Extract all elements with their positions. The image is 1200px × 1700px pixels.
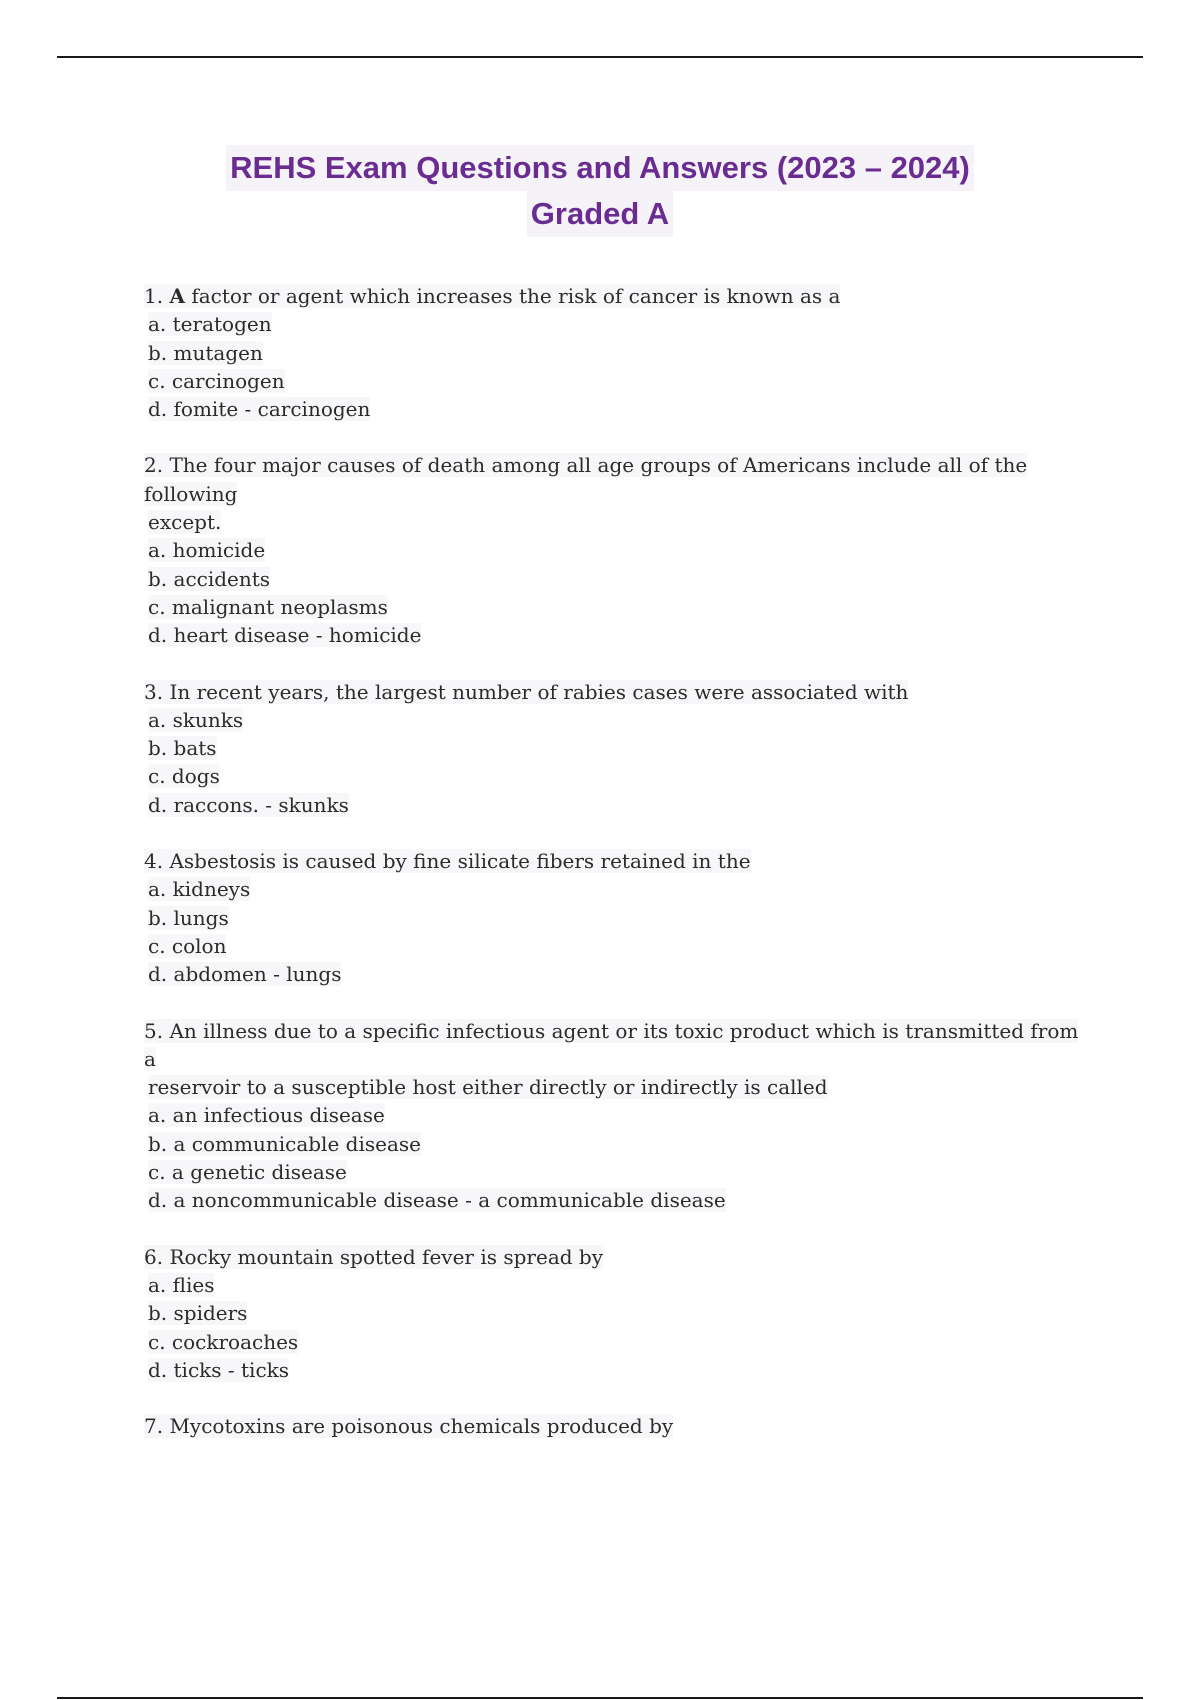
question-line	[144, 904, 1084, 932]
question-2	[144, 451, 1084, 649]
question-line	[144, 1328, 1084, 1356]
question-text	[144, 1017, 1084, 1045]
line-text: b. mutagen	[148, 340, 263, 365]
line-text: c. carcinogen	[148, 368, 285, 393]
line-text: 6. Rocky mountain spotted fever is spread by	[144, 1244, 604, 1269]
question-line	[144, 1073, 1084, 1101]
question-3	[144, 678, 1084, 819]
question-text	[144, 1243, 1084, 1271]
question-line	[144, 1356, 1084, 1384]
question-text	[144, 1412, 1084, 1440]
question-7	[144, 1412, 1084, 1440]
line-text: c. dogs	[148, 764, 220, 789]
question-line	[144, 621, 1084, 649]
question-line	[144, 791, 1084, 819]
line-text: except.	[148, 510, 222, 535]
line-text: c. a genetic disease	[148, 1160, 347, 1185]
question-line	[144, 310, 1084, 338]
line-text: 3. In recent years, the largest number of rabies cases were associated with	[144, 679, 909, 704]
line-text: b. a communicable disease	[148, 1131, 421, 1156]
question-line	[144, 706, 1084, 734]
line-text: b. bats	[148, 736, 217, 761]
line-text: a. skunks	[148, 707, 244, 732]
bold-word: A	[169, 284, 185, 308]
line-text: reservoir to a susceptible host either directly or indirectly is called	[148, 1075, 828, 1100]
question-line	[144, 1186, 1084, 1214]
question-line	[144, 1101, 1084, 1129]
question-text	[144, 451, 1084, 479]
question-line	[144, 395, 1084, 423]
line-text: b. accidents	[148, 566, 271, 591]
question-line	[144, 1299, 1084, 1327]
question-line	[144, 367, 1084, 395]
question-line	[144, 593, 1084, 621]
line-text: c. malignant neoplasms	[148, 594, 388, 619]
question-line	[144, 1045, 1084, 1073]
question-list	[144, 282, 1084, 1468]
question-line	[144, 1271, 1084, 1299]
question-number: 1.	[144, 284, 170, 308]
question-text	[144, 847, 1084, 875]
line-text: d. a noncommunicable disease - a communicable disease	[148, 1188, 726, 1213]
question-line	[144, 960, 1084, 988]
line-text: d. raccons. - skunks	[148, 792, 349, 817]
line-text: c. colon	[148, 933, 227, 958]
question-text	[144, 282, 1084, 310]
line-text: 2. The four major causes of death among all age groups of Americans include all of the	[144, 453, 1028, 478]
line-text: factor or agent which increases the risk of cancer is known as a	[184, 284, 841, 308]
document-title	[0, 145, 1200, 237]
line-text: d. heart disease - homicide	[148, 623, 422, 648]
header-rule	[57, 56, 1143, 58]
question-1	[144, 282, 1084, 423]
question-text	[144, 678, 1084, 706]
question-line	[144, 508, 1084, 536]
line-text: d. fomite - carcinogen	[148, 397, 371, 422]
question-line	[144, 875, 1084, 903]
question-4	[144, 847, 1084, 988]
line-text: a. teratogen	[148, 312, 272, 337]
question-line	[144, 565, 1084, 593]
line-text: a. homicide	[148, 538, 266, 563]
question-6	[144, 1243, 1084, 1384]
footer-rule	[57, 1697, 1143, 1699]
line-text: d. ticks - ticks	[148, 1357, 290, 1382]
title-line-2: Graded A	[527, 191, 673, 237]
title-line-1: REHS Exam Questions and Answers (2023 – 2024)	[226, 145, 974, 191]
question-line	[144, 480, 1084, 508]
question-line	[144, 1130, 1084, 1158]
question-line	[144, 1158, 1084, 1186]
line-text: a. flies	[148, 1272, 215, 1297]
question-line	[144, 932, 1084, 960]
line-text: c. cockroaches	[148, 1329, 299, 1354]
question-line	[144, 762, 1084, 790]
line-text: b. spiders	[148, 1301, 248, 1326]
line-text: b. lungs	[148, 905, 229, 930]
question-5	[144, 1017, 1084, 1215]
question-line	[144, 339, 1084, 367]
question-line	[144, 536, 1084, 564]
line-text: a	[144, 1046, 156, 1071]
line-text: 5. An illness due to a specific infectious agent or its toxic product which is transmitted from	[144, 1018, 1079, 1043]
line-text: a. an infectious disease	[148, 1103, 385, 1128]
line-text: d. abdomen - lungs	[148, 962, 342, 987]
question-line	[144, 734, 1084, 762]
line-text: a. kidneys	[148, 877, 251, 902]
line-text: 4. Asbestosis is caused by fine silicate fibers retained in the	[144, 849, 751, 874]
line-text: following	[144, 481, 238, 506]
line-text: 7. Mycotoxins are poisonous chemicals produced by	[144, 1414, 674, 1439]
